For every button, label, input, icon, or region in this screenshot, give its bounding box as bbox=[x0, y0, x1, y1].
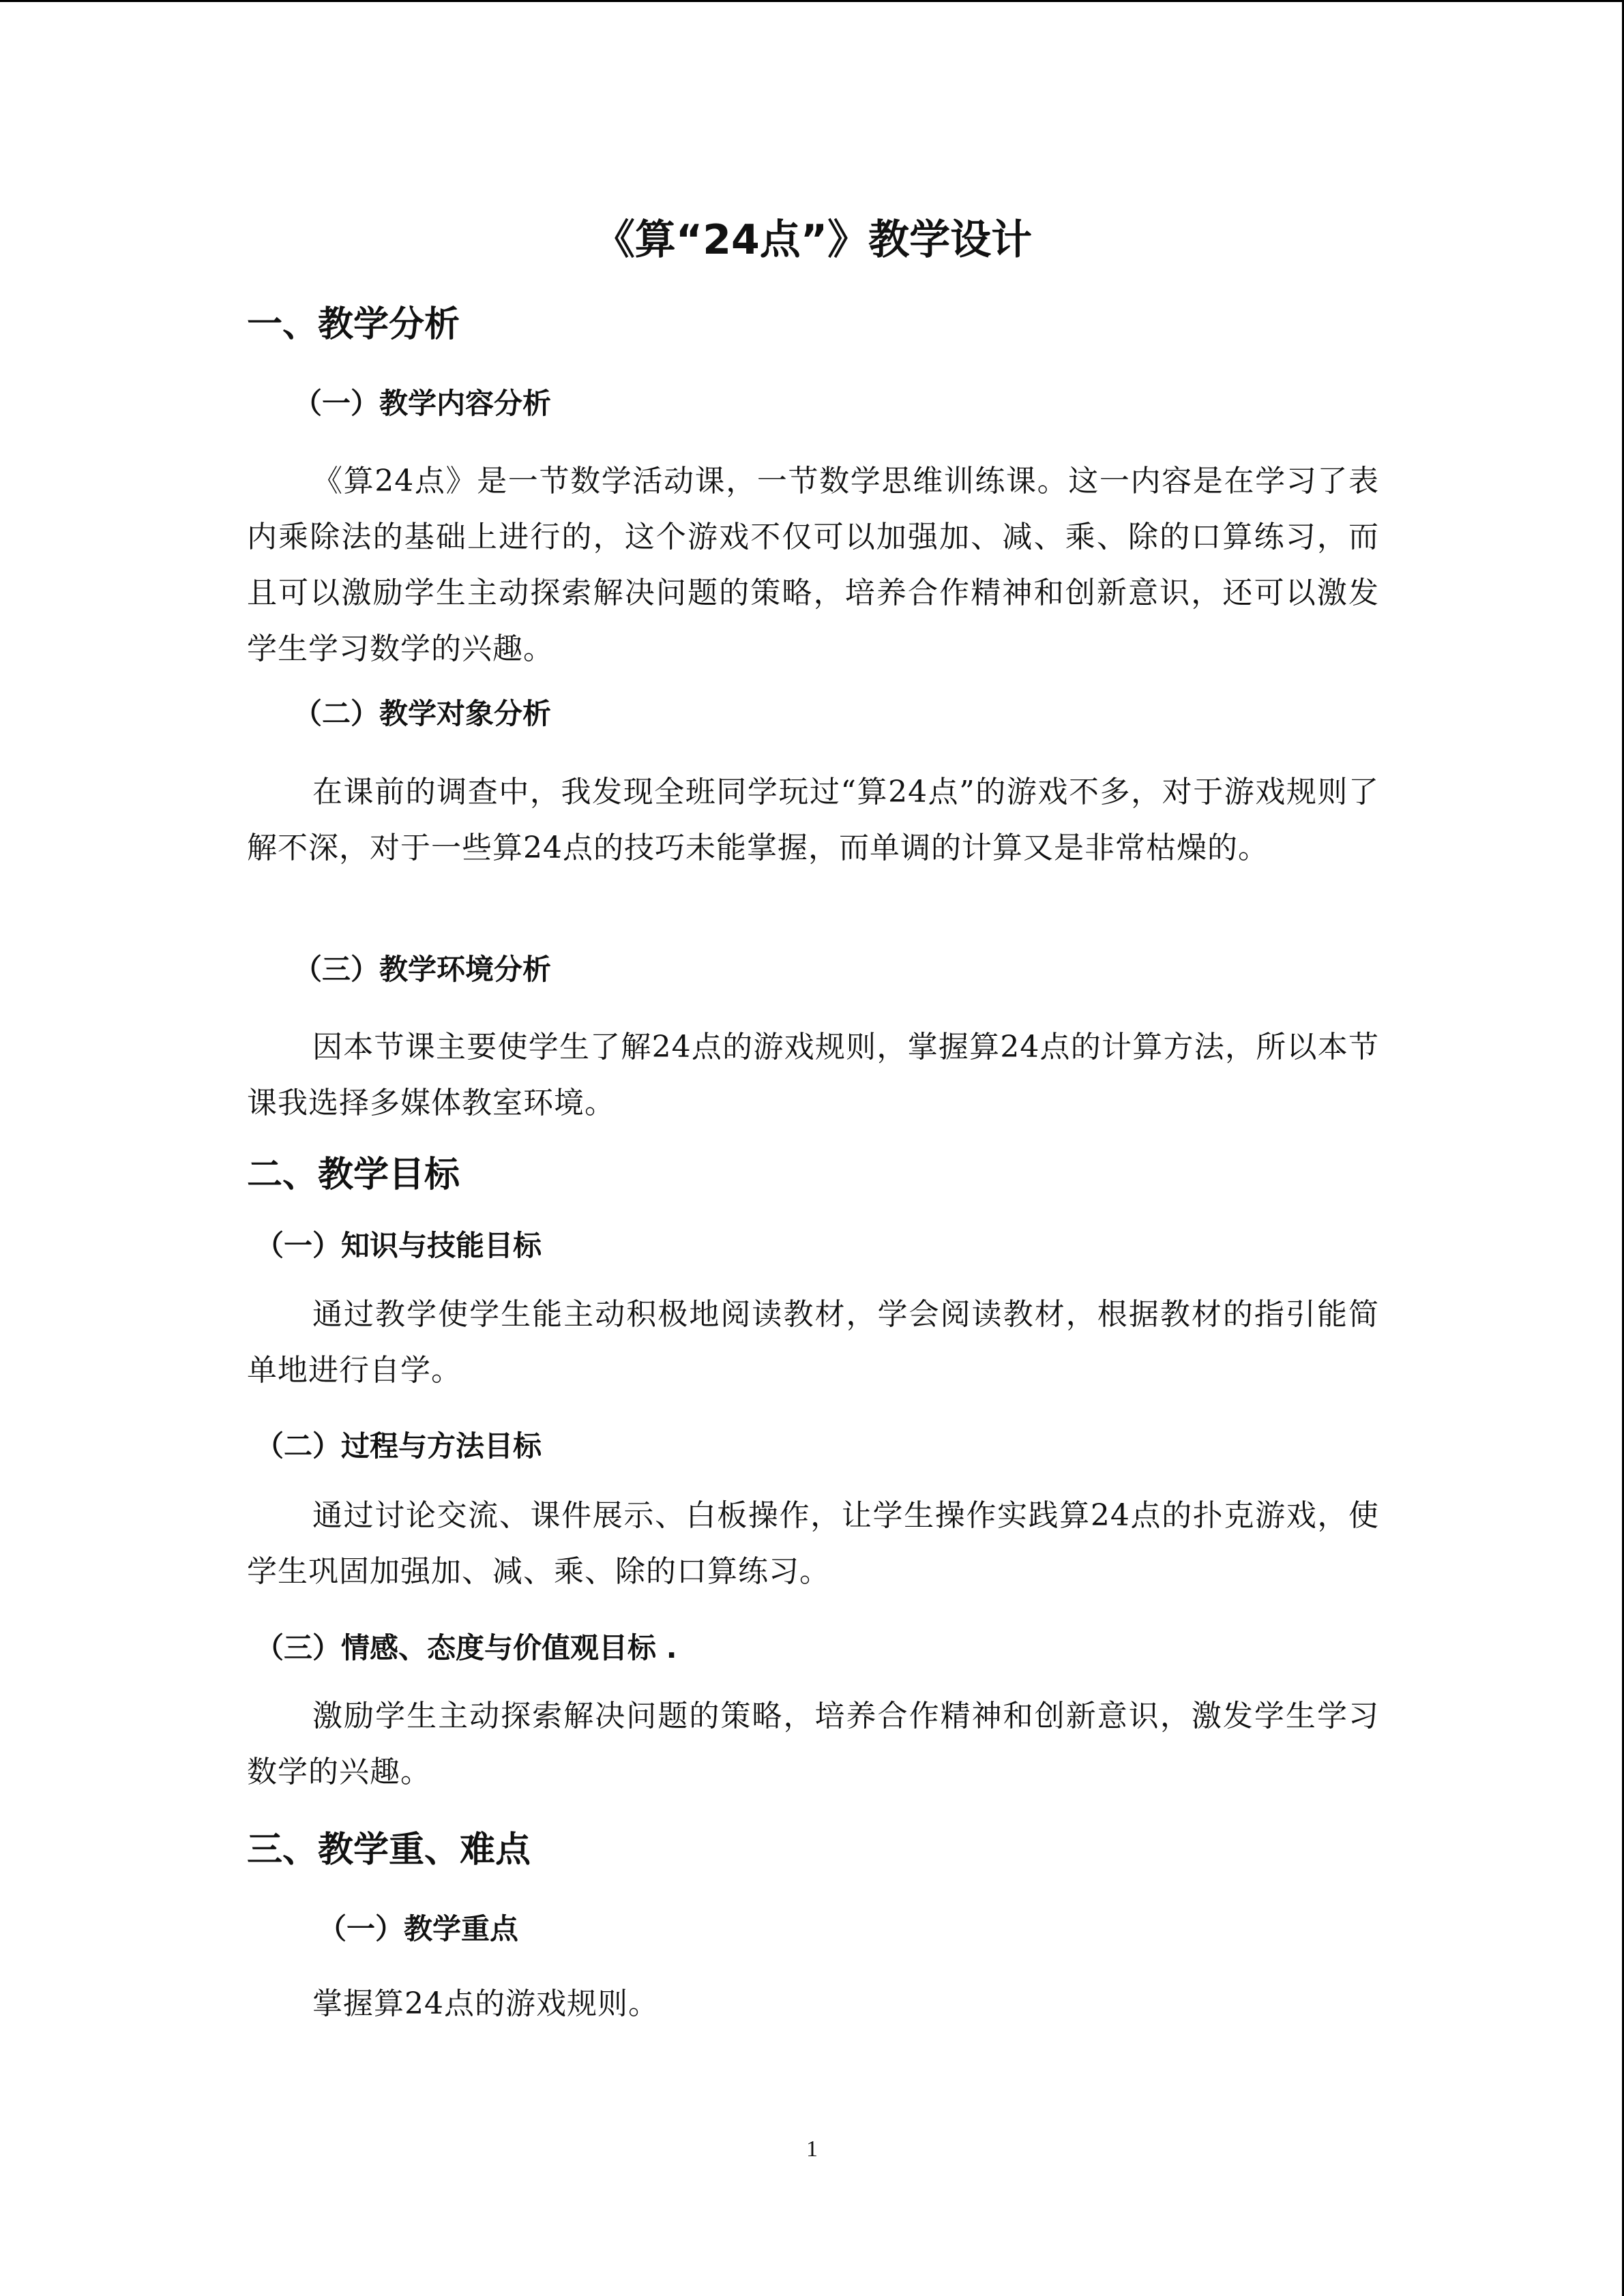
page-number: 1 bbox=[806, 2136, 818, 2162]
paragraph-attitude-goals: 激励学生主动探索解决问题的策略，培养合作精神和创新意识，激发学生学习数学的兴趣。 bbox=[247, 1699, 1379, 1789]
subsection-heading-content-analysis: （一）教学内容分析 bbox=[293, 387, 552, 420]
subsection-heading-knowledge-goals: （一）知识与技能目标 bbox=[255, 1229, 542, 1262]
paragraph-environment-analysis: 因本节课主要使学生了解24点的游戏规则，掌握算24点的计算方法，所以本节课我选择多媒体教室环境。 bbox=[247, 1030, 1379, 1120]
subsection-heading-environment-analysis: （三）教学环境分析 bbox=[293, 953, 552, 986]
paragraph-teaching-focus: 掌握算24点的游戏规则。 bbox=[312, 1986, 659, 2021]
paragraph-knowledge-goals: 通过教学使学生能主动积极地阅读教材，学会阅读教材，根据教材的指引能简单地进行自学。 bbox=[247, 1297, 1379, 1388]
subsection-heading-attitude-goals: （三）情感、态度与价值观目标 . bbox=[255, 1631, 677, 1665]
paragraph-student-analysis: 在课前的调查中，我发现全班同学玩过“算24点”的游戏不多，对于游戏规则了解不深，对于一些算24点的技巧未能掌握，而单调的计算又是非常枯燥的。 bbox=[247, 775, 1379, 865]
document-title: 《算“24点”》教学设计 bbox=[593, 216, 1033, 264]
section-heading-teaching-analysis: 一、教学分析 bbox=[247, 304, 460, 345]
subsection-heading-teaching-focus: （一）教学重点 bbox=[318, 1912, 519, 1945]
section-heading-key-points: 三、教学重、难点 bbox=[247, 1830, 531, 1870]
subsection-heading-student-analysis: （二）教学对象分析 bbox=[293, 697, 552, 730]
subsection-heading-process-goals: （二）过程与方法目标 bbox=[255, 1429, 542, 1463]
section-heading-teaching-goals: 二、教学目标 bbox=[247, 1154, 460, 1195]
paragraph-content-analysis: 《算24点》是一节数学活动课，一节数学思维训练课。这一内容是在学习了表内乘除法的基础上进行的，这个游戏不仅可以加强加、减、乘、除的口算练习，而且可以激励学生主动探索解决问题的策略，培养合作精神和创新意识，还可以激发学生学习数学的兴趣。 bbox=[247, 464, 1379, 666]
paragraph-process-goals: 通过讨论交流、课件展示、白板操作，让学生操作实践算24点的扑克游戏，使学生巩固加强加、减、乘、除的口算练习。 bbox=[247, 1498, 1379, 1589]
